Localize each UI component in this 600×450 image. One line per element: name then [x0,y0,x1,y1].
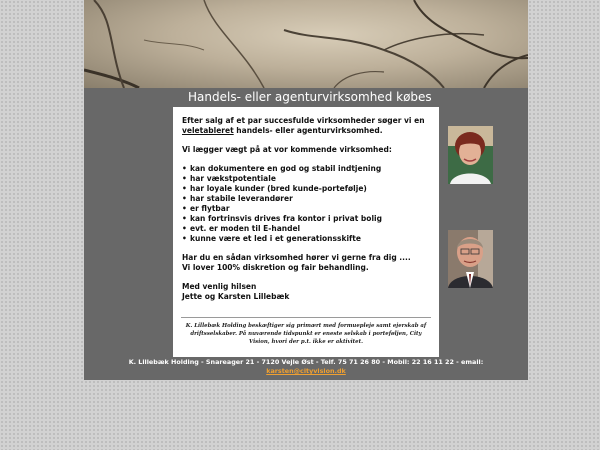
requirements-list [182,164,431,244]
list-item: • kunne være et led i et generationsskifte [182,234,431,244]
list-item: • har loyale kunder (bred kunde-portefølje) [182,184,431,194]
email-link[interactable]: karsten@cityvision.dk [266,367,346,375]
signoff-greeting: Med venlig hilsen [182,282,257,291]
intro-paragraph [182,116,431,136]
list-item: • kan dokumentere en god og stabil indtjening [182,164,431,174]
veletableret-link[interactable]: veletableret [182,126,234,135]
page-title: Handels- eller agenturvirksomhed købes [188,90,432,104]
header-image [84,0,528,88]
dry-desert-landscape-icon [84,0,528,88]
footer [84,358,528,376]
intro-text-end: handels- eller agenturvirksomhed. [233,126,383,135]
list-item: • evt. er moden til E-handel [182,224,431,234]
call-to-action-line1: Har du en sådan virksomhed hører vi gerne fra dig .... [182,253,411,262]
divider [181,317,431,318]
page-container [84,0,528,380]
footer-contact: K. Lillebæk Holding - Snareager 21 - 7120 Vejle Øst - Telf. 75 71 26 80 - Mobil: 22 16 11 22 - email: [128,358,484,366]
list-item: • har stabile leverandører [182,194,431,204]
signoff-names: Jette og Karsten Lillebæk [182,292,290,301]
woman-portrait-icon [448,126,493,184]
intro-text-start: Efter salg af et par succesfulde virksomheder søger vi en [182,116,425,125]
content-panel [173,107,439,357]
focus-intro: Vi lægger vægt på at vor kommende virksomhed: [182,145,392,154]
call-to-action-line2: Vi lover 100% diskretion og fair behandling. [182,263,369,272]
footnote: K. Lillebæk Holding beskæftiger sig primært med formuepleje samt ejerskab af driftsselskaber. På nuværende tidspunkt er eneste selskab i porteføljen, City Vision, hvori der p.t. ikke er aktivitet. [185,323,427,345]
list-item: • kan fortrinsvis drives fra kontor i privat bolig [182,214,431,224]
man-portrait-icon [448,230,493,288]
list-item: • er flytbar [182,204,431,214]
list-item: • har vækstpotentiale [182,174,431,184]
